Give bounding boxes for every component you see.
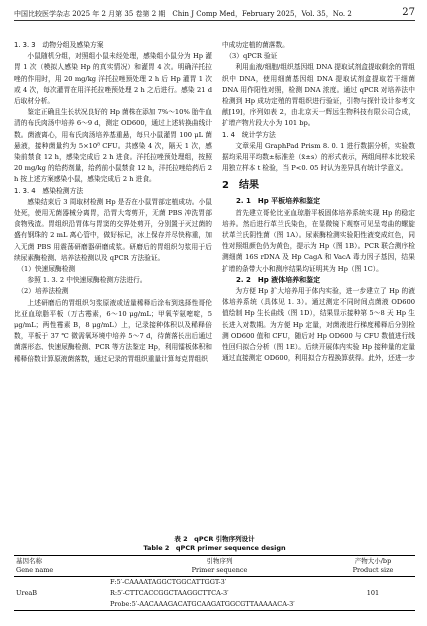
paragraph-grouping: 小鼠随机分组，对照组小鼠未经处理，感染组小鼠分为 Hp 灌胃 1 次（模拟人感染 Hp 的真实情况）和灌胃 4 次。明确洋托拉唑的作用时，用 20 mg/kg 洋托拉唑预处理 2 h 后 Hp 灌胃 1 次或 4 次，每次灌胃在用洋托拉唑预处理 2 h 之后进行。感染 21 d 后取材分析。 — [14, 52, 212, 106]
table-caption — [14, 535, 415, 553]
paragraph-statistics: 文章采用 GraphPad Prism 8. 0. 1 进行数据分析，实验数据均采用平均数±标准差（x̄±s）的形式表示，两组间样本比较采用独立样本 t 检验，当 P<0. 05 时认为差异具有统计学意义。 — [222, 141, 415, 173]
table-caption-en: Table 2 qPCR primer sequence design — [143, 544, 286, 552]
section-heading-results: 2 结果 — [222, 180, 259, 192]
primer-forward-cell: F:5′-CAAAATAGGCTGGCATTGGT-3′ — [110, 578, 227, 586]
header-product-size-cn: 产物大小/bp — [354, 557, 392, 565]
section-heading-1-4: 1. 4 统计学方法 — [222, 130, 276, 139]
table-header-row — [14, 556, 415, 577]
running-header — [14, 8, 415, 21]
subheading-culture-method: （2）培养法检测 — [17, 287, 69, 296]
section-heading-2-1: 2. 1 Hp 平板培养和鉴定 — [236, 197, 321, 206]
gene-name-cell: UreaB — [16, 589, 38, 597]
header-primer-sequence-en: Primer sequence — [191, 566, 248, 574]
paragraph-continued: 中成功定植的菌落数。 — [222, 41, 289, 49]
left-column — [14, 40, 212, 365]
right-column — [222, 40, 415, 364]
header-gene-name-cn: 基因名称 — [16, 557, 42, 565]
subheading-qpcr: （3）qPCR 验证 — [225, 52, 278, 61]
header-product-size — [331, 556, 415, 577]
probe-cell: Probe:5′-AACAAAGACATGCAAGATGGCGTTAAAAACA-3′ — [110, 600, 295, 608]
paragraph-qpcr: 利用血液/细胞/组织基因组 DNA 提取试剂盒提取剩余的胃组织中 DNA，使用细菌基因组 DNA 提取试剂盒提取若干细菌 DNA 用作阳性对照，检测 DNA 浓度。通过 qPCR 对培养法中检测到 Hp 成功定殖的胃组织进行验证，引物与探针设计参考文献[19]，序列如表 2，由北京天一辉远生物科技有限公司合成，扩增产物片段大小为 101 bp。 — [222, 63, 415, 128]
paragraph-detection: 感染结束后 3 周取材检测 Hp 是否在小鼠胃部定植成功。小鼠处死，使用无菌器械分离胃，沿胃大弯剪开，无菌 PBS 冲洗胃部食物残渣。胃组织沿胃体与胃窦的交界处剪开，分别置于灭过菌的盛有钢珠的 2 mL 离心管中，做好标记，冰上保存并尽快称重，加入无菌 PBS 用震荡研磨器研磨成浆。研磨后的胃组织匀浆用于后续尿素酶检测、培养法检测以及 qPCR 方法验证。 — [14, 197, 212, 262]
header-gene-name-en: Gene name — [16, 566, 54, 574]
paragraph-plate-culture: 首先建立哥伦比亚血琼脂平板固体培养系统实现 Hp 的稳定培养。然后进行革兰氏染色，在显微镜下观察可见呈弯曲的螺旋状革兰氏阴性菌（图 1A）。尿素酶检测实验阳性液变成红色，同性对照组颜色仍为黄色，提示为 Hp（图 1B）。PCR 联合测序检测细菌 16S rDNA 及 Hp CagA 和 VacA 毒力因子基因，结果扩增的条带大小和测序结果均证明其为 Hp（图 1C）。 — [222, 208, 415, 273]
primer-reverse-cell: R:5′-CTTCACCGGCTAAGGCTTCA-3′ — [110, 589, 229, 597]
page-number: 27 — [402, 7, 415, 18]
header-gene-name — [14, 556, 108, 577]
header-primer-sequence-cn: 引物序列 — [206, 557, 233, 565]
table-caption-cn: 表 2 qPCR 引物序列设计 — [174, 535, 255, 543]
paragraph-urease-method: 参照 1. 3. 2 中快速尿酶检测方法进行。 — [27, 276, 147, 285]
journal-citation: 中国比较医学杂志 2025 年 2 月第 35 卷第 2 期 Chin J Comp Med，February 2025，Vol. 35，No. 2 — [14, 10, 352, 18]
section-heading-1-3-3: 1. 3. 3 动物分组及感染方案 — [14, 41, 104, 49]
table-row — [14, 577, 415, 589]
paragraph-infection-protocol: 鉴定正确且生长状况良好的 Hp 菌株在添加 7%～10% 胎牛血清的布氏肉汤中培养 6～9 d，测定 OD600，通过上述转换曲线计数。菌液离心，用布氏肉汤培养基重悬，每只小鼠灌胃 100 μL 菌悬液，接种菌量约为 5×10⁸ CFU。共感染 4 次，隔天 1 次，感染前禁食 12 h，感染完成后 2 h 进食。洋托拉唑预处理组，按照 20 mg/kg 的给药剂量，给药前小鼠禁食 12 h，洋托拉唑给药后 2 h 按上述方案感染小鼠，感染完成后 2 h 进食。 — [14, 108, 212, 184]
paragraph-liquid-culture: 为方便 Hp 扩大培养用于体内实验，进一步建立了 Hp 的液体培养系统（具体见 1. 3）。通过测定不同时间点菌液 OD600 值绘制 Hp 生长曲线（图 1D），结果显示接种第 5～8 天 Hp 生长进入对数期。为方便 Hp 定量，对菌液进行梯度稀释后分别检测 OD600 值和 CFU，随后对 Hp OD600 与 CFU 数值进行线性回归拟合分析（图 1E）。后续开展体内实验 Hp 接种量的定量通过直接测定 OD600，利用拟合方程换算获得。此外，还进一步 — [222, 287, 415, 363]
section-heading-1-3-4: 1. 3. 4 感染检测方法 — [14, 186, 84, 195]
product-size-cell: 101 — [366, 589, 380, 597]
header-product-size-en: Product size — [352, 566, 394, 574]
paragraph-culture-method: 上述研磨后的胃组织匀浆原液或适量稀释后涂布到选择性哥伦比亚血琼脂平板（万古霉素，6～10 μg/mL；甲氧苄氨嘧啶，5 μg/mL；两性霉素 B，8 μg/mL）上，记录接种体积以及稀释倍数，平板于 37 ℃ 微需氧环境中培养 5～7 d，待菌落长出后通过菌落形态、快速尿酶检测、PCR 等方法鉴定 Hp，利用镭板体积和稀释倍数计算原液菌落数，通过记录的胃组织重量计算每克胃组织 — [14, 298, 212, 363]
subheading-urease-test: （1）快速尿酶检测 — [17, 265, 76, 274]
primer-table — [14, 535, 415, 611]
header-primer-sequence — [108, 556, 331, 577]
section-heading-2-2: 2. 2 Hp 液体培养和鉴定 — [236, 275, 321, 284]
primer-sequence-table — [14, 555, 415, 611]
